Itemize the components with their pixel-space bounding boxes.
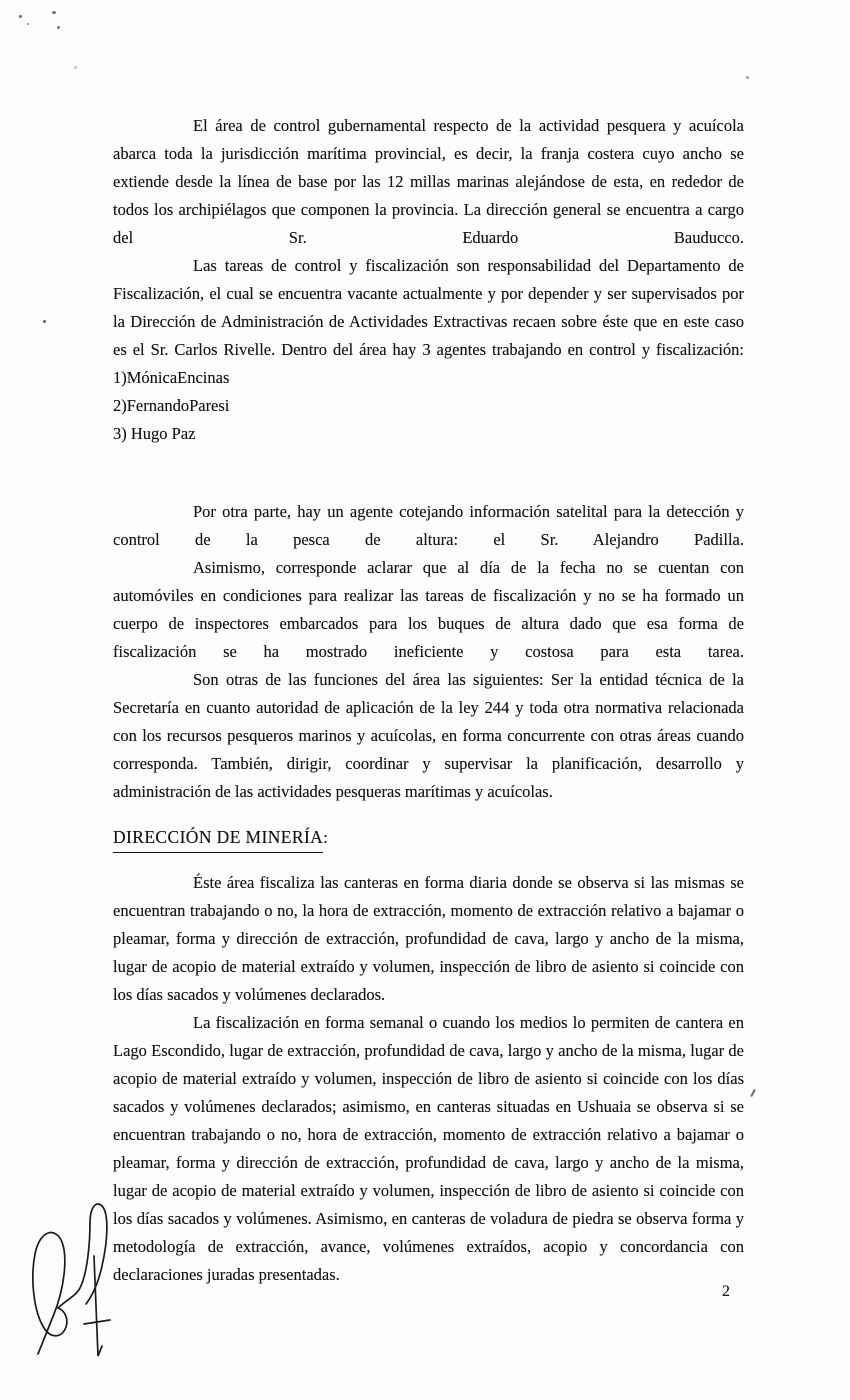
paragraph-control-area: El área de control gubernamental respecto de la actividad pesquera y acuícola abarca toda la jurisdicción marítima provincial, es decir, la franja costera cuyo ancho se extiende desde la línea de base por las 12 millas marinas alejándose de esta, en rededor de todos los archipiélagos que componen la provincia. La dirección general se encuentra a cargo del Sr. Eduardo Bauducco.	[113, 116, 744, 247]
paragraph-satellite-agent: Por otra parte, hay un agente cotejando información satelital para la detección y control de la pesca de altura: el Sr. Alejandro Padilla.	[113, 502, 744, 549]
agent-list-item: 3) Hugo Paz	[113, 424, 196, 443]
handwritten-signature-scribble	[24, 1196, 120, 1364]
paragraph-other-functions: Son otras de las funciones del área las siguientes: Ser la entidad técnica de la Secretaría en cuanto autoridad de aplicación de la ley 244 y toda otra normativa relacionada con los recursos pesqueros marinos y acuícolas, en forma concurrente con otras áreas cuando corresponda. También, dirigir, coordinar y supervisar la planificación, desarrollo y administración de las actividades pesqueras marítimas y acuícolas.	[113, 670, 744, 801]
scan-speck	[52, 11, 56, 14]
section-heading-row	[113, 823, 744, 853]
agent-list-item: 1)MónicaEncinas	[113, 368, 230, 387]
scan-speck	[746, 76, 749, 79]
section-heading-mineria: DIRECCIÓN DE MINERÍA	[113, 823, 323, 853]
scan-speck	[57, 26, 60, 29]
scan-speck	[74, 66, 77, 69]
heading-colon: :	[323, 828, 328, 847]
scan-speck	[27, 23, 29, 25]
paragraph-fiscalizacion-dept: Las tareas de control y fiscalización son responsabilidad del Departamento de Fiscalización, el cual se encuentra vacante actualmente y por depender y ser supervisados por la Dirección de Administración de Actividades Extractivas recaen sobre éste que en este caso es el Sr. Carlos Rivelle. Dentro del área hay 3 agentes trabajando en control y fiscalización:	[113, 256, 744, 359]
scan-speck	[19, 15, 22, 18]
paragraph-canteras-diaria: Éste área fiscaliza las canteras en forma diaria donde se observa si las mismas se encuentran trabajando o no, la hora de extracción, momento de extracción relativo a bajamar o pleamar, forma y dirección de extracción, profundidad de cava, largo y ancho de la misma, lugar de acopio de material extraído y volumen, inspección de libro de asiento si coincide con los días sacados y volúmenes declarados.	[113, 873, 744, 1004]
paragraph-fiscalizacion-semanal: La fiscalización en forma semanal o cuando los medios lo permiten de cantera en Lago Escondido, lugar de extracción, profundidad de cava, largo y ancho de la misma, lugar de acopio de material extraído y volumen, inspección de libro de asiento si coincide con los días sacados y volúmenes declarados; asimismo, en canteras situadas en Ushuaia se observa si se encuentran trabajando o no, hora de extracción, momento de extracción relativo a bajamar o pleamar, forma y dirección de extracción, profundidad de cava, largo y ancho de la misma, lugar de acopio de material extraído y volumen, inspección de libro de asiento si coincide con los días sacados y volúmenes. Asimismo, en canteras de voladura de piedra se observa forma y metodología de extracción, avance, volúmenes extraídos, acopio y concordancia con declaraciones juradas presentadas.	[113, 1013, 744, 1284]
document-body	[113, 112, 744, 1289]
blank-space	[113, 448, 744, 498]
scan-speck	[43, 320, 46, 323]
paragraph-no-vehicles: Asimismo, corresponde aclarar que al día de la fecha no se cuentan con automóviles en condiciones para realizar las tareas de fiscalización y no se ha formado un cuerpo de inspectores embarcados para los buques de altura dado que esa forma de fiscalización se ha mostrado ineficiente y costosa para esta tarea.	[113, 558, 744, 661]
agent-list-item: 2)FernandoParesi	[113, 396, 230, 415]
scan-mark	[750, 1089, 756, 1097]
page-number: 2	[722, 1283, 730, 1300]
